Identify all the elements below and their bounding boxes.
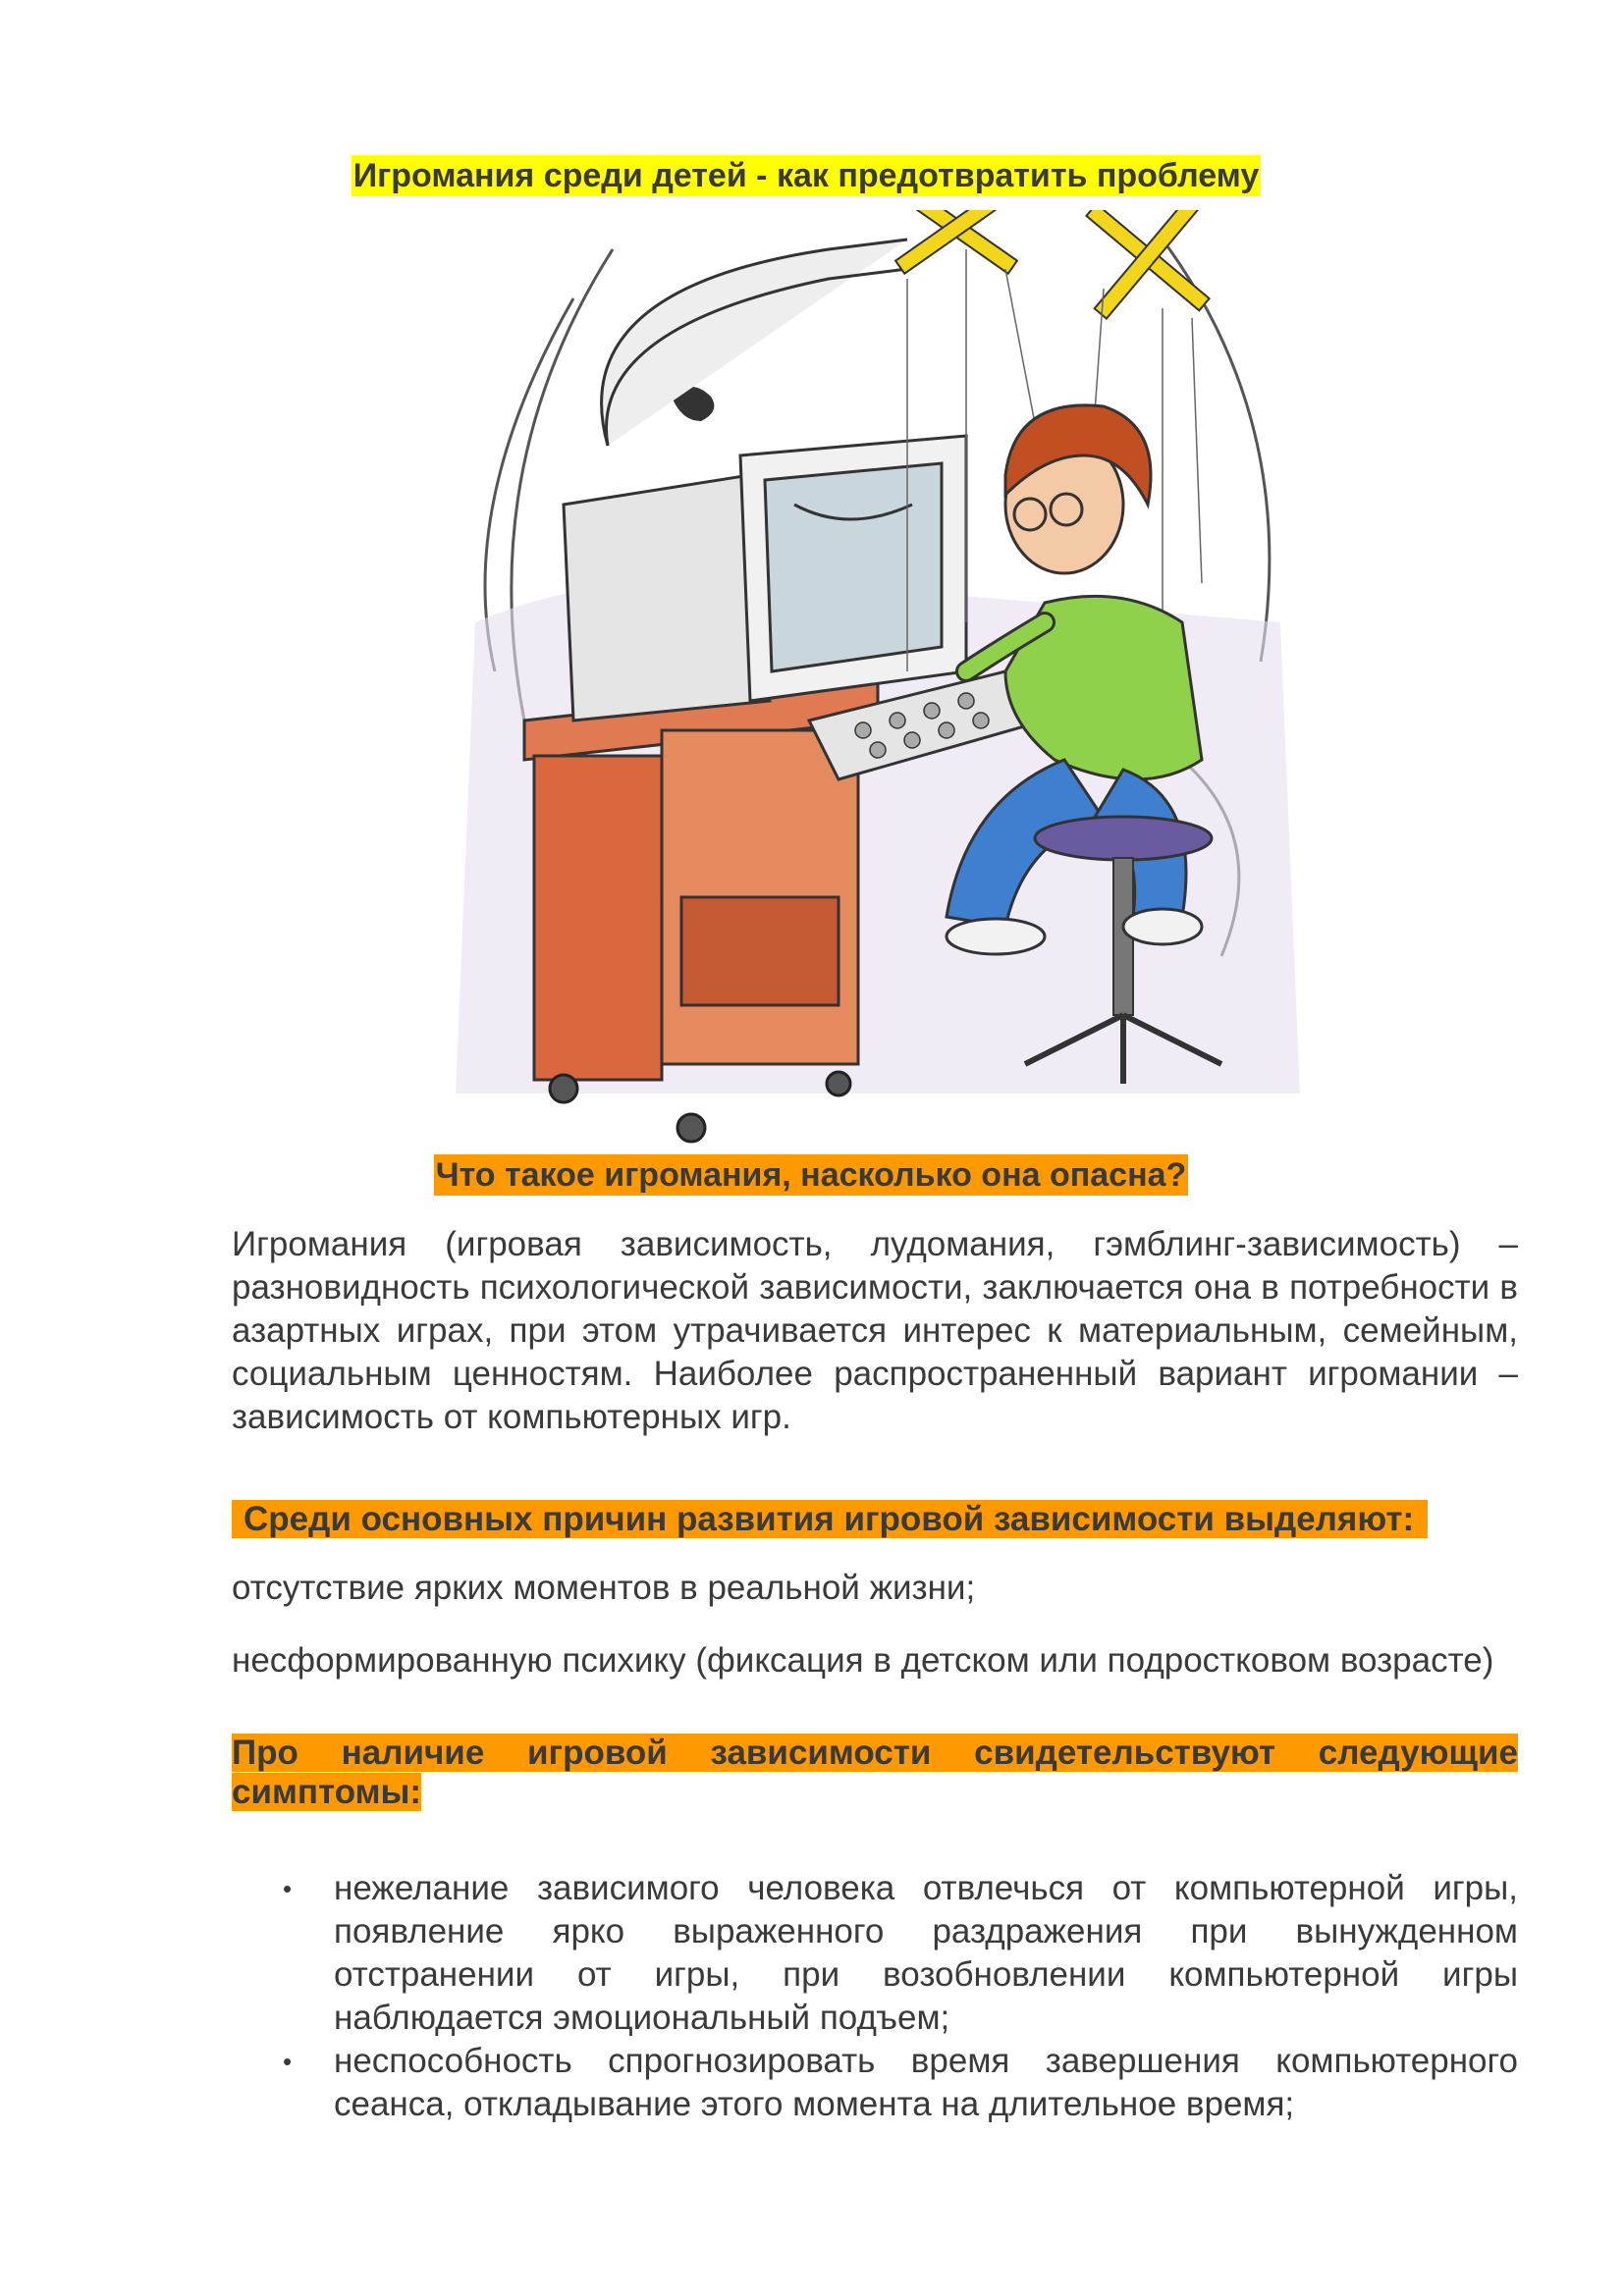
section2-heading (232, 1498, 1518, 1541)
symptoms-list (232, 1867, 1518, 2126)
cause-item-1: отсутствие ярких моментов в реальной жизни; (232, 1569, 976, 1607)
section3-heading (232, 1734, 1518, 1812)
section2-heading-text: Среди основных причин развития игровой зависимости выделяют: (232, 1500, 1428, 1538)
cause-item-2: несформированную психику (фиксация в детском или подростковом возрасте) (232, 1641, 1494, 1680)
bullet-icon: • (283, 2047, 293, 2076)
page-title: Игромания среди детей - как предотвратить проблему (352, 157, 1260, 194)
symptom-text-2: неспособность спрогнозировать время завершения компьютерного сеанса, откладывание этого момента на длительное время; (334, 2042, 1518, 2123)
section1-heading: Что такое игромания, насколько она опасна? (435, 1156, 1187, 1194)
symptom-item-1 (232, 1867, 1518, 2040)
title-wrapper (0, 155, 1624, 196)
bullet-icon: • (283, 1874, 293, 1903)
symptom-item-2 (232, 2040, 1518, 2126)
symptom-text-1: нежелание зависимого человека отвлечься от компьютерной игры, появление ярко выраженного раздражения при вынужденном отстранении от игры, при возобновлении компьютерной игры наблюдается эмоциональный подъем; (334, 1869, 1518, 2037)
section1-heading-wrapper (0, 1154, 1624, 1196)
section1-paragraph: Игромания (игровая зависимость, лудомания, гэмблинг-зависимость) – разновидность психологической зависимости, заключается она в потребности в азартных играх, при этом утрачивается интерес к материальным, семейным, социальным ценностям. Наиболее распространенный вариант игромании – зависимость от компьютерных игр. (232, 1225, 1518, 1436)
boy-at-computer-puppet-illustration (416, 210, 1325, 1152)
section3-heading-text: Про наличие игровой зависимости свидетельствуют следующие симптомы: (232, 1734, 1518, 1811)
